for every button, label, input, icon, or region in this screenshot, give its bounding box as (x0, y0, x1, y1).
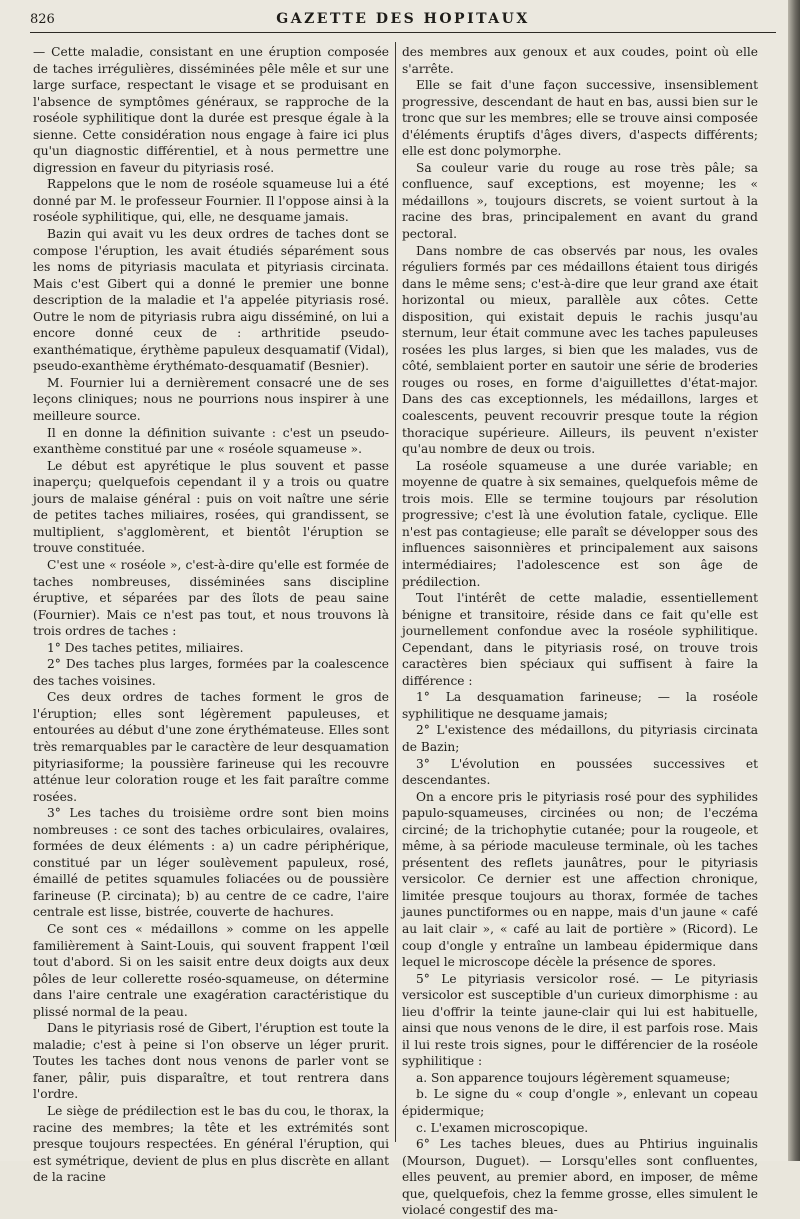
paragraph: Dans nombre de cas observés par nous, les ovales réguliers formés par ces médaillons étaient tous dirigés dans le même sens; c'est-à-dire que leur grand axe était horizontal ou mieux, parallèle aux côtes. Cette disposition, qui existait depuis le rachis jusqu'au sternum, leur était commune avec les taches papuleuses rosées les plus larges, si bien que les malades, vus de côté, semblaient porter en sautoir une série de broderies rouges ou roses, en forme d'aiguillettes d'état-major. Dans des cas exceptionnels, les médaillons, larges et coalescents, peuvent recouvrir presque toute la région thoracique supérieure. Ailleurs, ils peuvent n'exister qu'au nombre de deux ou trois. (402, 243, 758, 457)
right-column (402, 44, 758, 1219)
paragraph: Ces deux ordres de taches forment le gros de l'éruption; elles sont légèrement papuleuses, et entourées au début d'une zone érythémateuse. Elles sont très remarquables par le caractère de leur desquamation pityriasiforme; la poussière farineuse qui les recouvre atténue leur coloration rouge et les fait paraître comme rosées. (33, 690, 389, 804)
paragraph: 3° Les taches du troisième ordre sont bien moins nombreuses : ce sont des taches orbiculaires, ovalaires, formées de deux éléments : a) un cadre périphérique, constitué par un léger soulèvement papuleux, rosé, émaillé de petites squamules foliacées ou de poussière farineuse (P. circinata); b) au centre de ce cadre, l'aire centrale est lisse, bistrée, couverte de hachures. (33, 806, 389, 920)
paragraph: Dans le pityriasis rosé de Gibert, l'éruption est toute la maladie; c'est à peine si l'on observe un léger prurit. Toutes les taches dont nous venons de parler vont se faner, pâlir, puis disparaître, et tout rentrera dans l'ordre. (33, 1021, 389, 1102)
paragraph: Sa couleur varie du rouge au rose très pâle; sa confluence, sauf exceptions, est moyenne; les « médaillons », toujours discrets, se voient surtout à la racine des bras, principalement en avant du grand pectoral. (402, 160, 758, 242)
paragraph: C'est une « roséole », c'est-à-dire qu'elle est formée de taches nombreuses, disséminées sans discipline éruptive, et séparées par des îlots de peau saine (Fournier). Mais ce n'est pas tout, et nous trouvons là trois ordres de taches : (33, 557, 389, 639)
paragraph: Bazin qui avait vu les deux ordres de taches dont se compose l'éruption, les avait étudiés séparément sous les noms de pityriasis maculata et pityriasis circinata. Mais c'est Gibert qui a donné le premier une bonne description de la maladie et l'a appelée pityriasis rosé. Outre le nom de pityriasis rubra aigu disséminé, on lui a encore donné ceux de : arthritide pseudo-exanthématique, érythème papuleux desquamatif (Vidal), pseudo-exanthème érythémato-desquamatif (Besnier). (33, 227, 389, 374)
running-title: GAZETTE DES HOPITAUX (276, 11, 530, 27)
paragraph: Le siège de prédilection est le bas du cou, le thorax, la racine des membres; la tête et les extrémités sont presque toujours respectées. En général l'éruption, qui est symétrique, devient de plus en plus discrète en allant de la racine (33, 1104, 389, 1185)
paragraph: Il en donne la définition suivante : c'est un pseudo-exanthème constitué par une « roséole squameuse ». (33, 425, 389, 457)
header-rule (30, 32, 776, 33)
paragraph: 2° L'existence des médaillons, du pityriasis circinata de Bazin; (402, 723, 758, 754)
paragraph: 3° L'évolution en poussées successives et descendantes. (402, 756, 758, 788)
paragraph: Rappelons que le nom de roséole squameuse lui a été donné par M. le professeur Fournier. Il l'oppose ainsi à la roséole syphilitique, qui, elle, ne desquame jamais. (33, 177, 389, 225)
paragraph: Elle se fait d'une façon successive, insensiblement progressive, descendant de haut en bas, aussi bien sur le tronc que sur les membres; elle se trouve ainsi composée d'éléments éruptifs d'âges divers, d'aspects différents; elle est donc polymorphe. (402, 78, 758, 159)
paragraph: On a encore pris le pityriasis rosé pour des syphilides papulo-squameuses, circinées ou non; de l'eczéma circiné; de la trichophytie cutanée; pour la rougeole, et même, à sa période maculeuse terminale, où les taches présentent des reflets jaunâtres, pour le pityriasis versicolor. Ce dernier est une affection chronique, limitée presque toujours au thorax, formée de taches jaunes punctiformes ou en nappe, mais d'un jaune « café au lait clair », « café au lait de portière » (Ricord). Le coup d'ongle y entraîne un lambeau épidermique dans lequel le microscope décèle la présence de spores. (402, 789, 758, 970)
paragraph: Ce sont ces « médaillons » comme on les appelle familièrement à Saint-Louis, qui souvent frappent l'œil tout d'abord. Si on les saisit entre deux doigts aux deux pôles de leur collerette roséo-squameuse, on détermine dans l'aire centrale une exagération caractéristique du plissé normal de la peau. (33, 921, 389, 1019)
paragraph: 6° Les taches bleues, dues au Phtirius inguinalis (Mourson, Duguet). — Lorsqu'elles sont confluentes, elles peuvent, au premier abord, en imposer, de même que, quelquefois, chez la femme grosse, elles simulent le violacé congestif des ma- (402, 1137, 758, 1218)
page-edge (788, 0, 800, 1161)
paragraph: 1° Des taches petites, miliaires. (47, 640, 244, 655)
page-header (30, 8, 776, 32)
paragraph: 2° Des taches plus larges, formées par la coalescence des taches voisines. (33, 657, 389, 688)
paragraph: M. Fournier lui a dernièrement consacré une de ses leçons cliniques; nous ne pourrions nous inspirer à une meilleure source. (33, 375, 389, 424)
paragraph: Le début est apyrétique le plus souvent et passe inaperçu; quelquefois cependant il y a trois ou quatre jours de malaise général : puis on voit naître une série de petites taches miliaires, rosées, qui grandissent, se multiplient, s'agglomèrent, et bientôt l'éruption se trouve constituée. (33, 458, 389, 556)
paragraph: b. Le signe du « coup d'ongle », enlevant un copeau épidermique; (402, 1087, 758, 1118)
paragraph: — Cette maladie, consistant en une éruption composée de taches irrégulières, disséminées pêle mêle et sur une large surface, respectant le visage et se produisant en l'absence de symptômes généraux, se rapproche de la roséole syphilitique dont la durée est presque égale à la sienne. Cette considération nous engage à faire ici plus qu'un diagnostic différentiel, et à nous permettre une digression en faveur du pityriasis rosé. (33, 45, 389, 175)
paragraph: La roséole squameuse a une durée variable; en moyenne de quatre à six semaines, quelquefois même de trois mois. Elle se termine toujours par résolution progressive; c'est là une évolution fatale, cyclique. Elle n'est pas contagieuse; elle paraît se développer sous des influences saisonnières et principalement aux saisons intermédiaires; l'adolescence est son âge de prédilection. (402, 458, 758, 589)
page-number: 826 (30, 12, 55, 27)
left-column (33, 44, 389, 1186)
paragraph: 5° Le pityriasis versicolor rosé. — Le pityriasis versicolor est susceptible d'un curieux dimorphisme : au lieu d'offrir la teinte jaune-clair qui lui est habituelle, ainsi que nous venons de le dire, il est parfois rose. Mais il lui reste trois signes, pour le différencier de la roséole syphilitique : (402, 971, 758, 1069)
paragraph: a. Son apparence toujours légèrement squameuse; (416, 1070, 731, 1085)
paragraph: c. L'examen microscopique. (416, 1120, 589, 1135)
column-divider (395, 42, 396, 1142)
paragraph: Tout l'intérêt de cette maladie, essentiellement bénigne et transitoire, réside dans ce fait qu'elle est journellement confondue avec la roséole syphilitique. Cependant, dans le pityriasis rosé, on trouve trois caractères bien spéciaux qui suffisent à faire la différence : (402, 591, 758, 688)
paragraph: 1° La desquamation farineuse; — la roséole syphilitique ne desquame jamais; (402, 690, 758, 721)
paragraph: des membres aux genoux et aux coudes, point où elle s'arrête. (402, 45, 758, 76)
